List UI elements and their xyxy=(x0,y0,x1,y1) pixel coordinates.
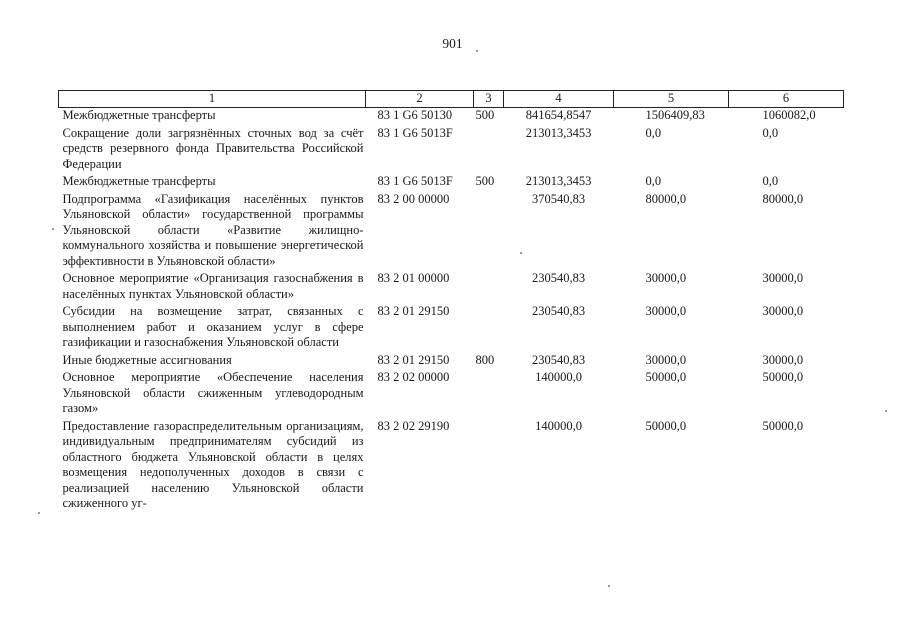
row-year2-amount-cell: 30000,0 xyxy=(645,352,687,367)
row-expense-type-cell xyxy=(474,304,504,353)
row-year2-amount-cell: 30000,0 xyxy=(645,271,687,285)
row-expense-type-cell xyxy=(474,370,504,419)
row-expense-type-cell: 800 xyxy=(475,352,495,367)
row-code-cell: 83 2 01 00000 xyxy=(377,271,450,285)
row-expense-type-cell xyxy=(474,192,504,272)
row-year3-amount-cell: 30000,0 xyxy=(762,352,804,367)
row-year1-amount-cell: 213013,3453 xyxy=(525,174,592,188)
row-year1-amount-cell: 140000,0 xyxy=(535,370,582,384)
row-code-cell: 83 2 02 00000 xyxy=(377,370,450,384)
table-row xyxy=(59,419,844,514)
row-year2-amount-cell: 0,0 xyxy=(645,174,662,188)
row-name-cell: Сокращение доли загрязнённых сточных вод за счёт средств резервного фонда Правительства Российской Федерации xyxy=(62,125,364,171)
row-code-cell: 83 1 G6 50130 xyxy=(377,108,453,122)
table-row xyxy=(59,126,844,175)
row-expense-type-cell xyxy=(474,271,504,304)
scan-speck xyxy=(885,410,887,412)
column-header-name: 1 xyxy=(59,91,366,108)
row-year1-amount-cell: 370540,83 xyxy=(531,191,586,206)
row-year2-amount-cell: 0,0 xyxy=(645,125,662,140)
page-number: 901 xyxy=(442,36,463,51)
table-header-row xyxy=(59,91,844,108)
row-year1-amount-cell: 841654,8547 xyxy=(525,108,592,122)
row-code-cell: 83 1 G6 5013F xyxy=(377,125,453,140)
row-code-cell: 83 2 01 29150 xyxy=(377,304,450,318)
table-row xyxy=(59,353,844,371)
table-row xyxy=(59,108,844,126)
row-code-cell: 83 1 G6 5013F xyxy=(377,174,453,188)
column-header-code: 2 xyxy=(366,91,474,108)
table-row xyxy=(59,192,844,272)
row-year3-amount-cell: 0,0 xyxy=(762,174,779,188)
row-year3-amount-cell: 0,0 xyxy=(762,125,779,140)
row-name-cell: Межбюджетные трансферты xyxy=(62,174,216,188)
row-year3-amount-cell: 30000,0 xyxy=(762,304,804,318)
row-name-cell: Подпрограмма «Газификация населённых пунктов Ульяновской области» государственной программы Ульяновской области «Развитие жилищно-коммунального хозяйства и повышение энергетической эффективности в Ульяновской области» xyxy=(62,191,364,268)
row-year2-amount-cell: 50000,0 xyxy=(645,370,687,384)
row-year3-amount-cell: 80000,0 xyxy=(762,191,804,206)
row-expense-type-cell: 500 xyxy=(475,174,495,188)
scan-speck xyxy=(520,252,522,254)
row-year1-amount-cell: 213013,3453 xyxy=(525,125,592,140)
row-year2-amount-cell: 50000,0 xyxy=(645,418,687,433)
table-row xyxy=(59,370,844,419)
row-expense-type-cell xyxy=(474,126,504,175)
row-year3-amount-cell: 1060082,0 xyxy=(762,108,816,122)
table-row xyxy=(59,174,844,192)
column-header-year2: 5 xyxy=(614,91,729,108)
row-name-cell: Межбюджетные трансферты xyxy=(62,108,216,122)
scan-speck xyxy=(476,50,478,52)
row-code-cell: 83 2 02 29190 xyxy=(377,418,450,433)
row-name-cell: Предоставление газораспределительным организациям, индивидуальным предпринимателям субсидий из областного бюджета Ульяновской области в целях возмещения недополученных доходов в связи с реализацией населению Ульяновской области сжиженного уг- xyxy=(62,418,364,510)
row-year3-amount-cell: 50000,0 xyxy=(762,418,804,433)
row-year1-amount-cell: 140000,0 xyxy=(535,418,582,433)
row-year2-amount-cell: 1506409,83 xyxy=(645,108,705,122)
row-expense-type-cell xyxy=(474,419,504,514)
scan-speck xyxy=(608,585,610,587)
row-name-cell: Субсидии на возмещение затрат, связанных с выполнением работ и оказанием услуг в сфере газификации и газоснабжения Ульяновской области xyxy=(62,304,364,349)
table-row xyxy=(59,304,844,353)
row-year3-amount-cell: 50000,0 xyxy=(762,370,804,384)
row-code-cell: 83 2 00 00000 xyxy=(377,191,450,206)
row-name-cell: Иные бюджетные ассигнования xyxy=(62,352,232,367)
row-name-cell: Основное мероприятие «Обеспечение населения Ульяновской области сжиженным углеводородным газом» xyxy=(62,370,364,415)
scan-speck xyxy=(38,512,40,514)
table-row xyxy=(59,271,844,304)
column-header-expense-type: 3 xyxy=(474,91,504,108)
row-year2-amount-cell: 30000,0 xyxy=(645,304,687,318)
row-code-cell: 83 2 01 29150 xyxy=(377,352,450,367)
scan-speck xyxy=(52,228,54,230)
row-year1-amount-cell: 230540,83 xyxy=(531,304,586,318)
table-body xyxy=(59,108,844,514)
row-name-cell: Основное мероприятие «Организация газоснабжения в населённых пунктах Ульяновской области» xyxy=(62,271,364,301)
row-year1-amount-cell: 230540,83 xyxy=(531,271,586,285)
row-year3-amount-cell: 30000,0 xyxy=(762,271,804,285)
budget-table xyxy=(58,90,844,514)
row-year1-amount-cell: 230540,83 xyxy=(531,352,586,367)
row-year2-amount-cell: 80000,0 xyxy=(645,191,687,206)
column-header-year3: 6 xyxy=(729,91,844,108)
column-header-year1: 4 xyxy=(504,91,614,108)
row-expense-type-cell: 500 xyxy=(475,108,495,122)
